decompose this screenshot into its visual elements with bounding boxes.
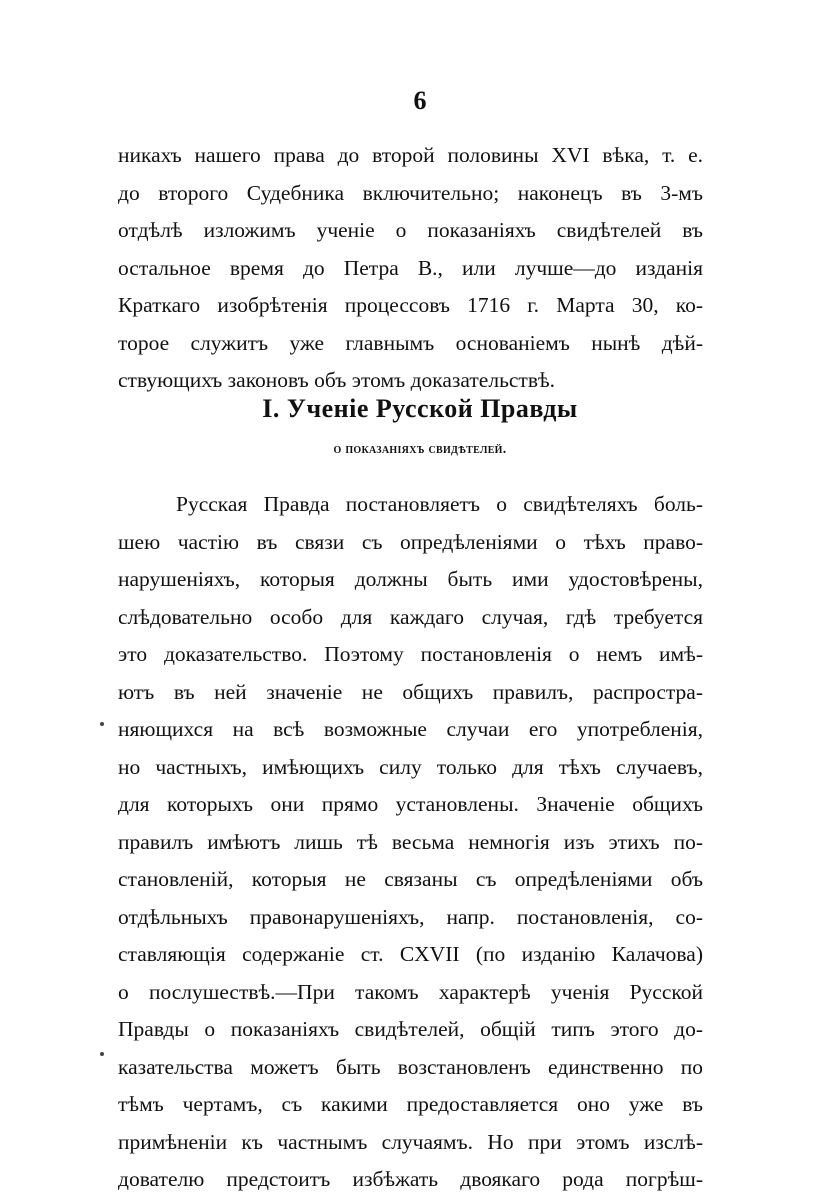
margin-mark: [100, 722, 104, 726]
text-line: ствующихъ законовъ объ этомъ доказательствѣ.: [118, 368, 556, 392]
text-line: слѣдовательно особо для каждаго случая, гдѣ требуется: [118, 604, 703, 629]
text-line: правилъ имѣютъ лишь тѣ весьма немногія изъ этихъ по-: [118, 829, 703, 854]
text-line: Краткаго изобрѣтенія процессовъ 1716 г. Марта 30, ко-: [118, 293, 703, 317]
text-line: шею частію въ связи съ опредѣленіями о тѣхъ право-: [118, 529, 703, 554]
page-number: 6: [413, 86, 427, 115]
text-line: о послушествѣ.—При такомъ характерѣ ученія Русской: [118, 979, 703, 1004]
section-subheading: о показаніяхъ свидѣтелей.: [333, 442, 507, 457]
text-line: торое служитъ уже главнымъ основаніемъ нынѣ дѣй-: [118, 330, 703, 355]
text-line: становленій, которыя не связаны съ опредѣленіями объ: [118, 867, 703, 891]
paragraph-intro: [118, 137, 703, 400]
section-heading: I. Ученіе Русской Правды: [262, 394, 578, 423]
text-line: тѣмъ чертамъ, съ какими предоставляется оно уже въ: [118, 1092, 703, 1116]
text-line: нарушеніяхъ, которыя должны быть ими удостовѣрены,: [118, 567, 703, 591]
margin-mark: [100, 1052, 104, 1056]
text-line: дователю предстоитъ избѣжать двоякаго рода погрѣш-: [118, 1167, 703, 1191]
text-line: отдѣлѣ изложимъ ученіе о показаніяхъ свидѣтелей въ: [118, 218, 703, 242]
text-line: няющихся на всѣ возможные случаи его употребленія,: [118, 717, 703, 741]
paragraph-main: [118, 486, 703, 1199]
text-line: Русская Правда постановляетъ о свидѣтеляхъ боль-: [176, 492, 703, 516]
text-line: ютъ въ ней значеніе не общихъ правилъ, распростра-: [118, 679, 703, 704]
text-line: остальное время до Петра В., или лучше—до изданія: [118, 255, 703, 280]
text-line: примѣненіи къ частнымъ случаямъ. Но при этомъ изслѣ-: [118, 1129, 703, 1154]
text-line: отдѣльныхъ правонарушеніяхъ, напр. постановленія, со-: [118, 904, 703, 929]
text-line: Правды о показаніяхъ свидѣтелей, общій типъ этого до-: [118, 1017, 703, 1041]
text-line: это доказательство. Поэтому постановленія о немъ имѣ-: [118, 642, 703, 666]
text-line: никахъ нашего права до второй половины XVI вѣка, т. е.: [118, 143, 703, 167]
text-line: но частныхъ, имѣющихъ силу только для тѣхъ случаевъ,: [118, 754, 703, 779]
text-line: ставляющія содержаніе ст. CXVII (по изданію Калачова): [118, 942, 703, 966]
text-line: казательства можетъ быть возстановленъ единственно по: [118, 1054, 703, 1079]
text-line: до второго Судебника включительно; наконецъ въ 3-мъ: [118, 180, 703, 205]
text-line: для которыхъ они прямо установлены. Значеніе общихъ: [118, 792, 703, 816]
